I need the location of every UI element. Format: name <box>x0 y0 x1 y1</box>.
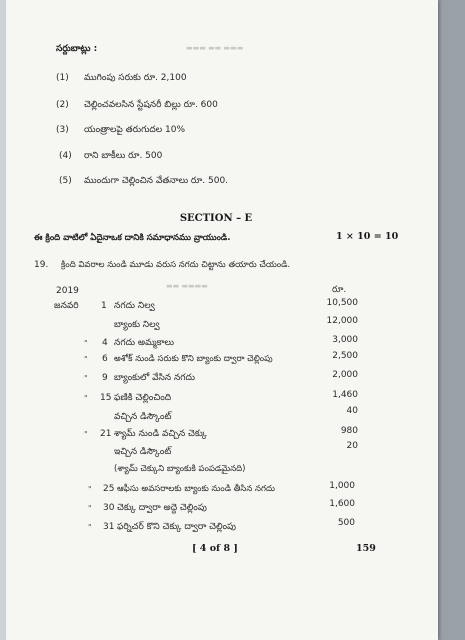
page-indicator: [ 4 of 8 ] <box>192 543 238 554</box>
row-amount: 1,000 <box>329 481 355 491</box>
row-day: 9 <box>102 373 108 383</box>
ditto-mark: " <box>88 523 92 532</box>
adjustment-number: (4) <box>59 151 72 161</box>
row-day: 1 <box>101 301 107 311</box>
row-description: (శ్యామ్ చెక్కుని బ్యాంకుకి పంపడమైనది) <box>114 464 246 474</box>
ditto-mark: " <box>84 355 88 364</box>
adjustment-text: చెల్లించవలసిన స్టేషనరీ బిల్లు రూ. 600 <box>84 100 218 110</box>
row-amount: 3,000 <box>332 335 358 345</box>
row-description: ఆఫీసు అవసరాలకు బ్యాంకు నుండి తీసిన నగదు <box>117 484 275 494</box>
adjustment-text: ముందుగా చెల్లించిన వేతనాలు రూ. 500. <box>84 176 229 186</box>
row-amount: 12,000 <box>326 316 358 326</box>
row-day: 6 <box>102 354 108 364</box>
ditto-mark: " <box>88 504 92 513</box>
ditto-mark: " <box>84 430 88 439</box>
adjustment-number: (2) <box>56 100 69 110</box>
page-code: 159 <box>356 543 376 554</box>
row-description: ఫర్నిచర్ కొని చెక్కు ద్వారా చెల్లింపు <box>117 522 237 532</box>
row-description: నగదు అమ్మకాలు <box>114 338 175 348</box>
row-day: 4 <box>102 338 108 348</box>
row-description: బ్యాంకులో వేసిన నగదు <box>114 373 195 383</box>
row-amount: 1,460 <box>332 390 358 400</box>
ditto-mark: " <box>84 394 88 403</box>
row-amount: 980 <box>340 426 358 436</box>
row-description: శ్యామ్ నుండి వచ్చిన చెక్కు <box>114 429 207 439</box>
question-number: 19. <box>34 260 49 270</box>
row-description: బ్యాంకు నిల్వ <box>114 320 160 330</box>
section-title: SECTION – E <box>179 213 253 224</box>
section-instruction: ఈ క్రింది వాటిలో ఏదైనాఒక దానికి సమాధానము వ్రాయుండి. <box>34 233 231 243</box>
row-amount: 10,500 <box>326 298 358 308</box>
row-description: ఫణికి చెల్లించింది <box>114 393 172 403</box>
adjustment-text: రాని బాకీలు రూ. 500 <box>84 151 163 161</box>
bleed-through-mark: ▬▬▬ ▬▬ ▬▬▬ <box>186 44 244 52</box>
row-amount: 500 <box>337 518 355 528</box>
ditto-mark: " <box>84 374 88 383</box>
marks-label: 1 × 10 = 10 <box>336 231 399 242</box>
row-amount: 20 <box>346 441 358 451</box>
row-amount: 1,600 <box>329 499 355 509</box>
background-strip <box>438 0 465 640</box>
row-description: వచ్చిన డిస్కౌంట్ <box>114 412 172 422</box>
year-label: 2019 <box>56 286 79 296</box>
adjustment-number: (3) <box>56 125 69 135</box>
row-amount: 2,500 <box>332 351 358 361</box>
document-page <box>6 0 438 640</box>
adjustment-number: (1) <box>56 73 69 83</box>
bleed-through-mark: ▬▬ ▬▬▬▬ <box>166 282 208 290</box>
ditto-mark: " <box>88 485 92 494</box>
adjustment-text: ముగింపు సరుకు రూ. 2,100 <box>84 73 187 83</box>
question-text: క్రింది వివరాల నుండి మూడు వరుస నగదు చిట్టాను తయారు చేయండి. <box>61 260 291 270</box>
row-amount: 2,000 <box>332 370 358 380</box>
row-day: 25 <box>103 484 115 494</box>
row-description: అశోక్ నుండి సరుకు కొని బ్యాంకు ద్వారా చెల్లింపు <box>114 354 273 364</box>
adjustments-heading: సర్దుబాట్లు : <box>56 44 98 54</box>
row-day: 31 <box>103 522 115 532</box>
adjustment-number: (5) <box>59 176 72 186</box>
row-description: చెక్కు ద్వారా అద్దె చెల్లింపు <box>117 503 207 513</box>
row-day: 30 <box>103 503 115 513</box>
row-day: 21 <box>100 429 112 439</box>
adjustment-text: యంత్రాలపై తరుగుదల 10% <box>84 125 186 135</box>
ditto-mark: " <box>84 339 88 348</box>
row-description: ఇచ్చిన డిస్కౌంట్ <box>114 447 172 457</box>
row-day: 15 <box>100 393 112 403</box>
row-amount: 40 <box>346 406 358 416</box>
month-label: జనవరి <box>54 301 79 311</box>
currency-label: రూ. <box>332 285 347 295</box>
row-description: నగదు నిల్వ <box>114 301 155 311</box>
